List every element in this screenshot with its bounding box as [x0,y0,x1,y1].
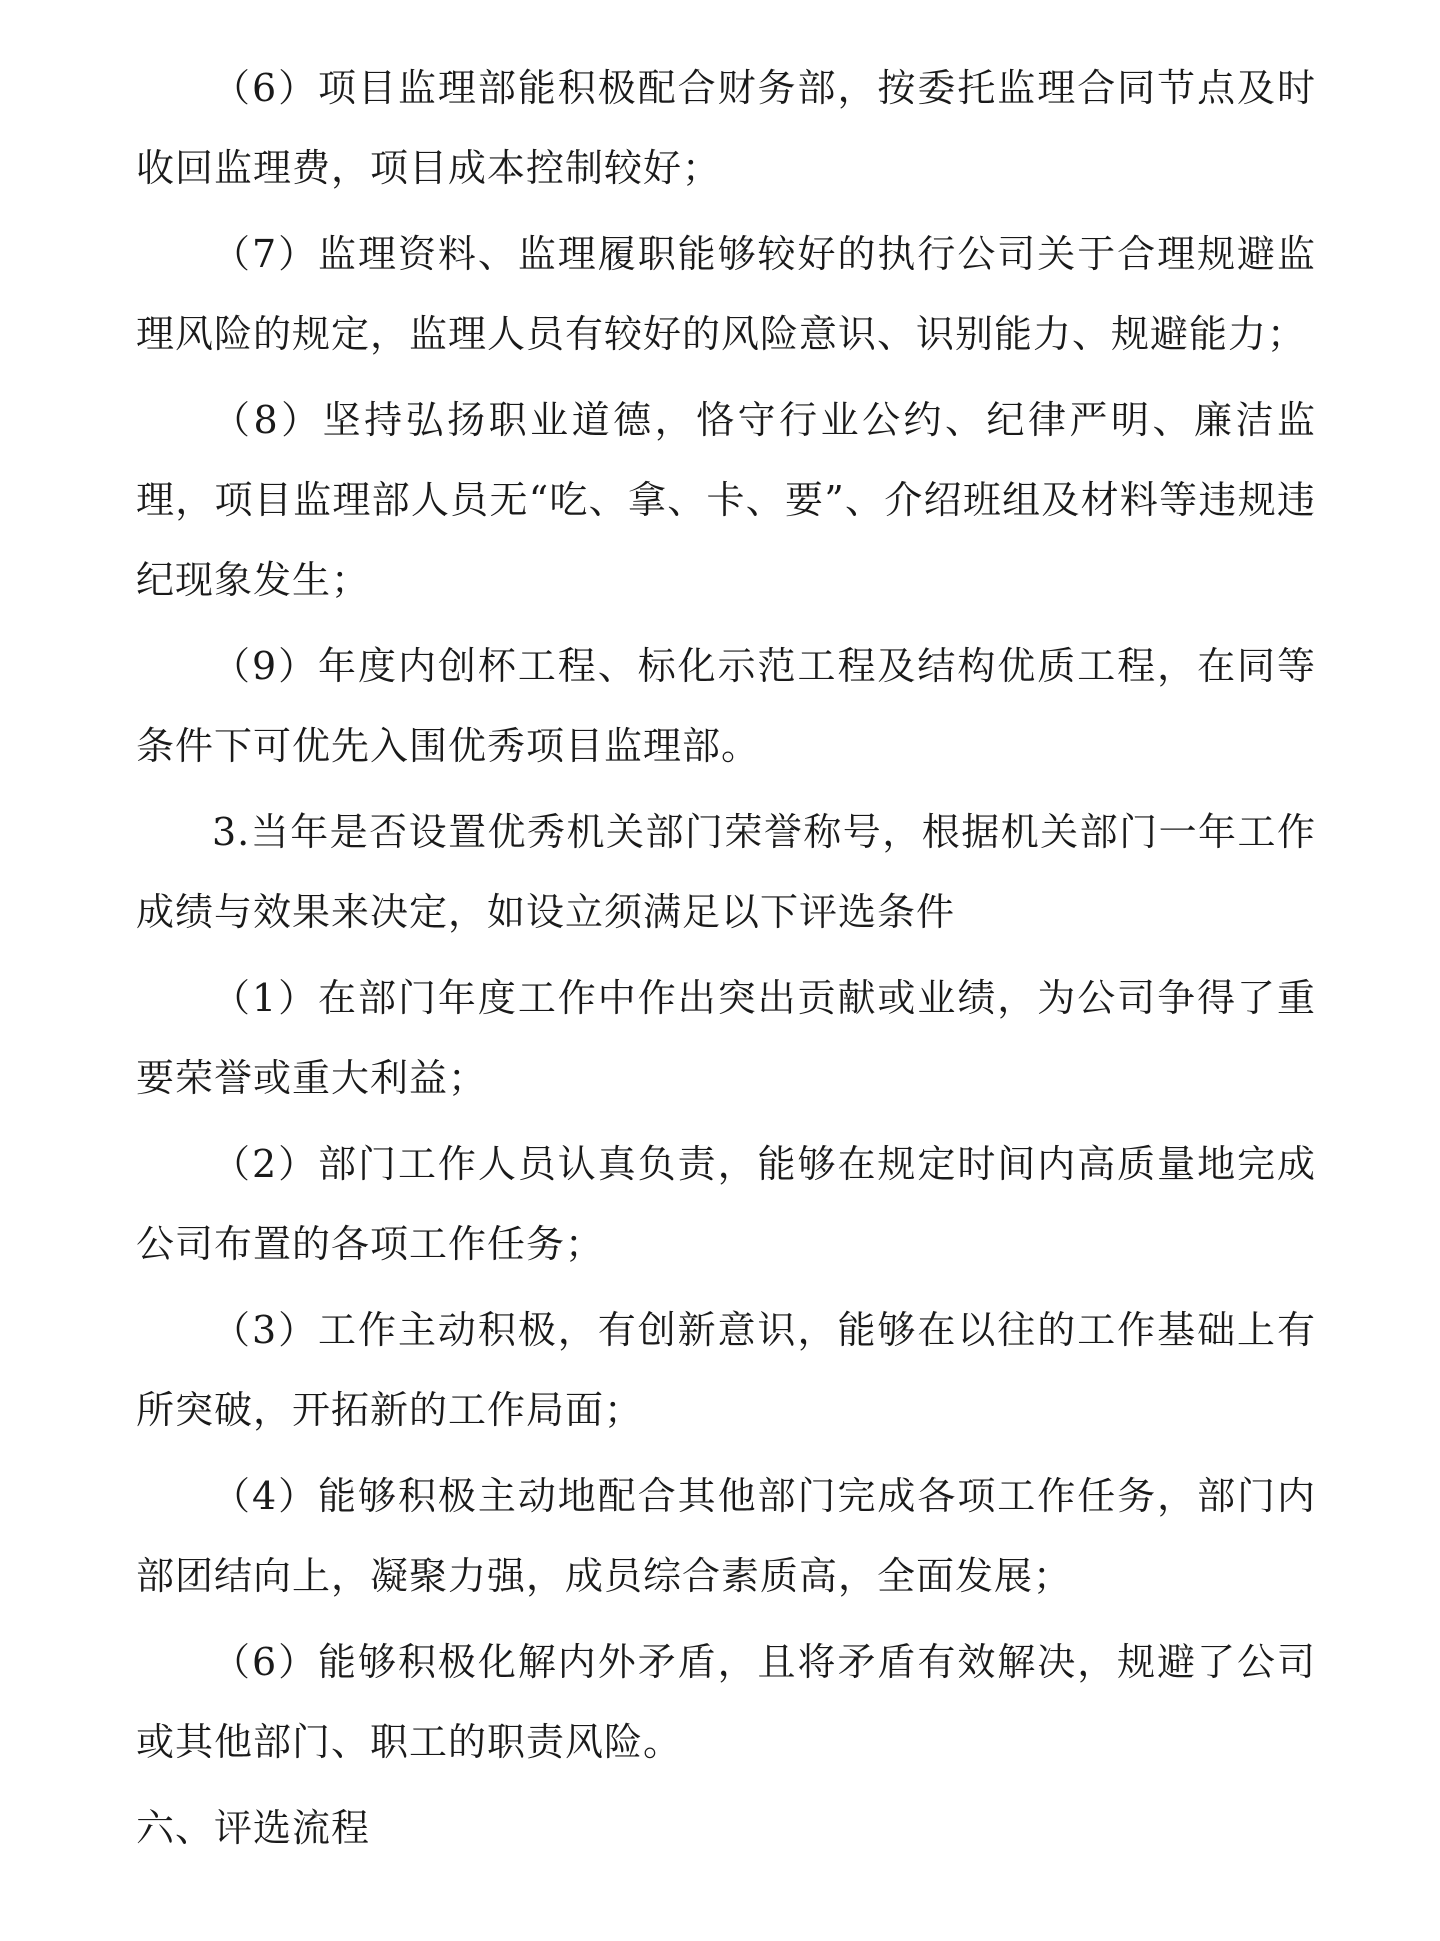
paragraph-dept-item-6-conflict-resolution: （6）能够积极化解内外矛盾，且将矛盾有效解决，规避了公司或其他部门、职工的职责风险。 [136,1640,1316,1764]
paragraph-item-6-fee-collection: （6）项目监理部能积极配合财务部，按委托监理合同节点及时收回监理费，项目成本控制较好； [136,66,1316,190]
section-heading-selection-process: 六、评选流程 [136,1806,371,1850]
paragraph-dept-item-3-initiative: （3）工作主动积极，有创新意识，能够在以往的工作基础上有所突破，开拓新的工作局面； [136,1308,1316,1432]
paragraph-dept-item-4-cooperation: （4）能够积极主动地配合其他部门完成各项工作任务，部门内部团结向上，凝聚力强，成员综合素质高，全面发展； [136,1474,1316,1598]
paragraph-item-9-quality-projects: （9）年度内创杯工程、标化示范工程及结构优质工程，在同等条件下可优先入围优秀项目监理部。 [136,644,1316,768]
paragraph-dept-item-2-responsibility: （2）部门工作人员认真负责，能够在规定时间内高质量地完成公司布置的各项工作任务； [136,1142,1316,1266]
paragraph-item-7-risk-avoidance: （7）监理资料、监理履职能够较好的执行公司关于合理规避监理风险的规定，监理人员有较好的风险意识、识别能力、规避能力； [136,232,1316,356]
paragraph-dept-item-1-contribution: （1）在部门年度工作中作出突出贡献或业绩，为公司争得了重要荣誉或重大利益； [136,976,1316,1100]
paragraph-section-3-department-honor: 3.当年是否设置优秀机关部门荣誉称号，根据机关部门一年工作成绩与效果来决定，如设立须满足以下评选条件 [136,810,1316,934]
paragraph-item-8-ethics: （8）坚持弘扬职业道德，恪守行业公约、纪律严明、廉洁监理，项目监理部人员无“吃、拿、卡、要”、介绍班组及材料等违规违纪现象发生； [136,398,1316,602]
document-body [136,48,1316,1868]
